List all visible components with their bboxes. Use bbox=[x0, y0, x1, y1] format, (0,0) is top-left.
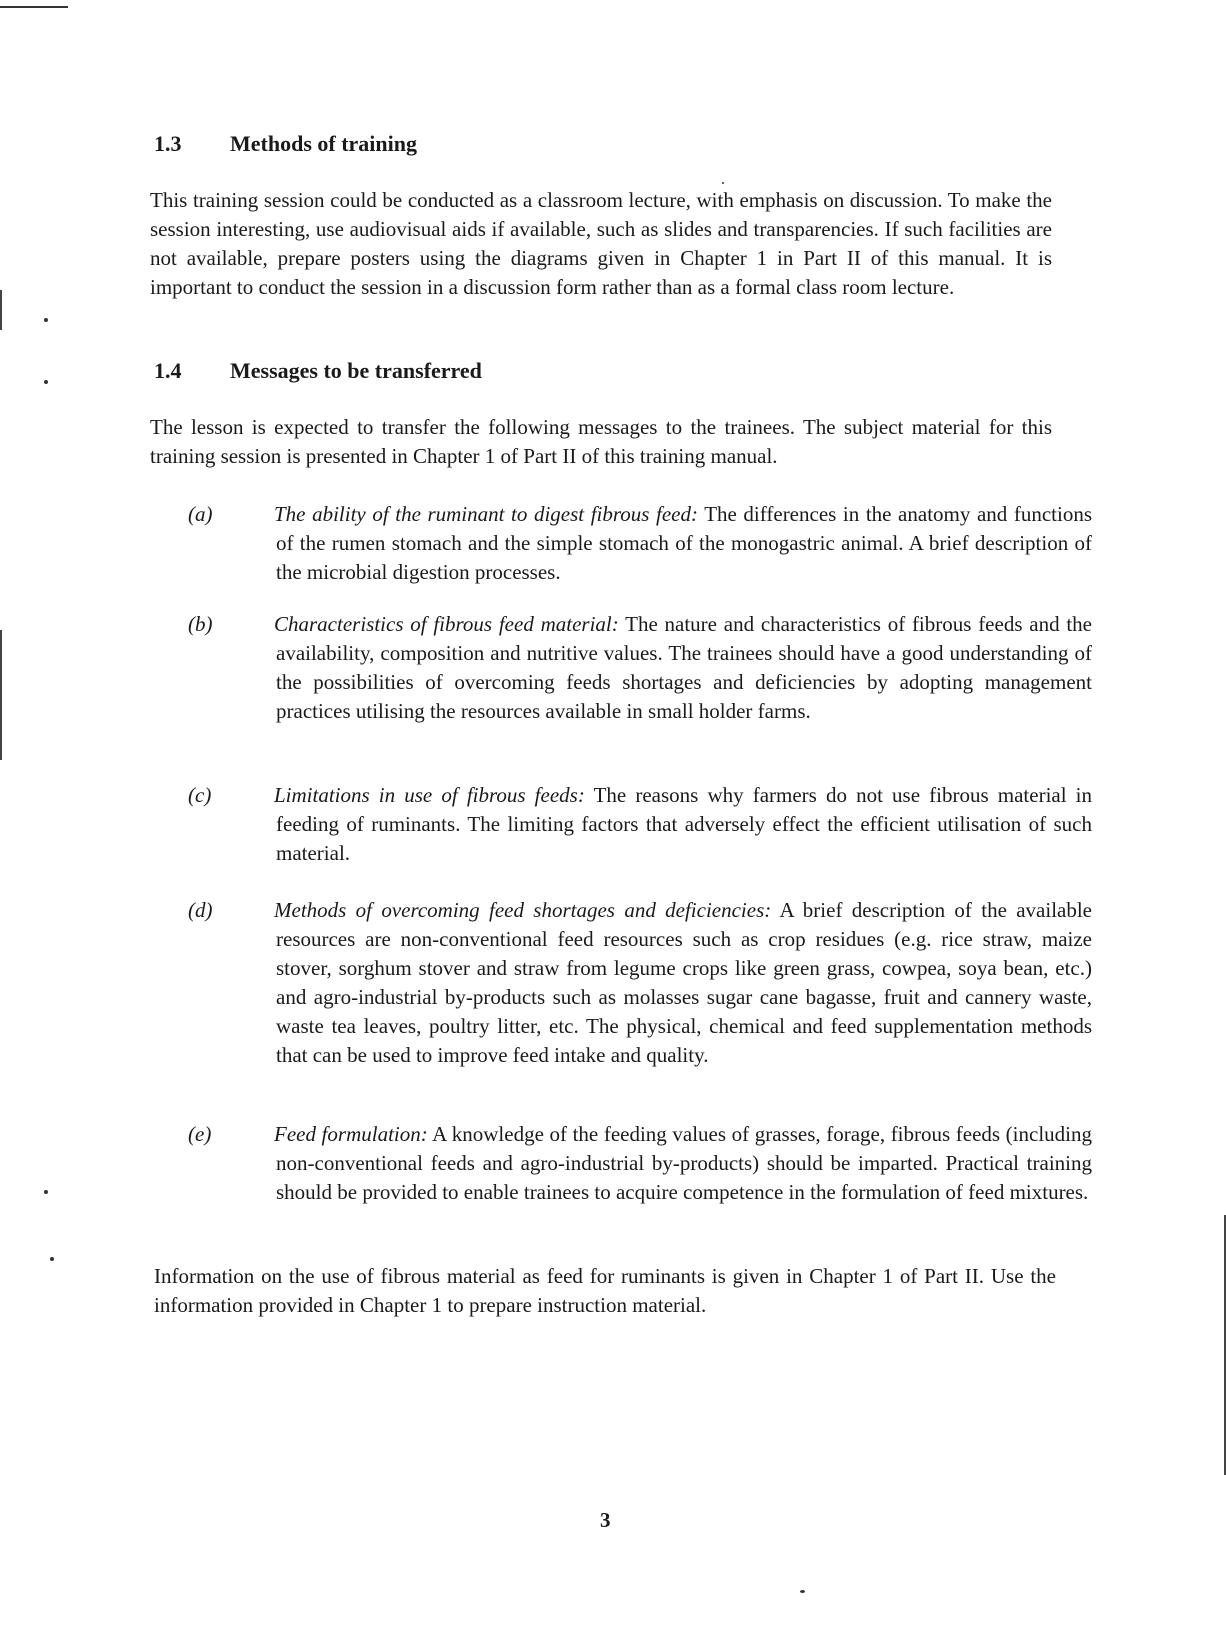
list-item bbox=[188, 781, 1093, 868]
list-item-text: The reasons why farmers do not use fibrous material in feeding of ruminants. The limiting factors that adversely effect the efficient utilisation of such material. bbox=[276, 783, 1093, 865]
list-item bbox=[188, 1120, 1092, 1207]
list-item-lead: Limitations in use of fibrous feeds: bbox=[274, 783, 585, 807]
methods-paragraph: This training session could be conducted as a classroom lecture, with emphasis on discussion. To make the session interesting, use audiovisual aids if available, such as slides and transparencies. If such facilities are not available, prepare posters using the diagrams given in Chapter 1 in Part II of this manual. It is important to conduct the session in a discussion form rather than as a formal class room lecture. bbox=[150, 188, 1052, 299]
list-item-lead: Methods of overcoming feed shortages and deficiencies: bbox=[274, 898, 772, 922]
list-item bbox=[188, 896, 1093, 1070]
list-item-lead: The ability of the ruminant to digest fibrous feed: bbox=[274, 502, 698, 526]
scan-edge-mark bbox=[0, 290, 2, 330]
closing-paragraph: Information on the use of fibrous material as feed for ruminants is given in Chapter 1 of Part II. Use the information provided in Chapter 1 to prepare instruction material. bbox=[154, 1264, 1056, 1317]
scan-dot bbox=[50, 1257, 54, 1261]
scan-dot bbox=[722, 182, 724, 184]
section-heading-1-4 bbox=[154, 358, 482, 384]
scan-dot bbox=[44, 1190, 48, 1194]
section-title: Methods of training bbox=[230, 131, 417, 156]
list-item-marker: (e) bbox=[188, 1122, 212, 1146]
section-heading-1-3 bbox=[154, 131, 417, 157]
list-item bbox=[188, 610, 1092, 726]
section-number: 1.3 bbox=[154, 131, 182, 156]
messages-intro-paragraph: The lesson is expected to transfer the following messages to the trainees. The subject material for this training session is presented in Chapter 1 of Part II of this training manual. bbox=[150, 415, 1052, 468]
list-item-lead: Feed formulation: bbox=[274, 1122, 428, 1146]
list-item-text: The nature and characteristics of fibrous feeds and the availability, composition and nutritive values. The trainees should have a good understanding of the possibilities of overcoming feeds shortages and deficiencies by adopting management practices utilising the resources available in small holder farms. bbox=[276, 612, 1092, 723]
scan-artifact-line bbox=[0, 6, 68, 8]
section-title: Messages to be transferred bbox=[230, 358, 482, 383]
page-number: 3 bbox=[600, 1508, 611, 1532]
list-item-text: A knowledge of the feeding values of grasses, forage, fibrous feeds (including non-conventional feeds and agro-industrial by-products) should be imparted. Practical training should be provided to enable trainees to acquire competence in the formulation of feed mixtures. bbox=[276, 1122, 1092, 1204]
scan-dot bbox=[44, 380, 48, 384]
scan-dot bbox=[44, 318, 48, 322]
list-item-text: The differences in the anatomy and functions of the rumen stomach and the simple stomach of the monogastric animal. A brief description of the microbial digestion processes. bbox=[276, 502, 1092, 584]
list-item-text: A brief description of the available resources are non-conventional feed resources such as crop residues (e.g. rice straw, maize stover, sorghum stover and straw from legume crops like green grass, cowpea, soya bean, etc.) and agro-industrial by-products such as molasses sugar cane bagasse, fruit and cannery waste, waste tea leaves, poultry litter, etc. The physical, chemical and feed supplementation methods that can be used to improve feed intake and quality. bbox=[276, 898, 1093, 1067]
list-item-marker: (d) bbox=[188, 898, 213, 922]
list-item bbox=[188, 500, 1092, 587]
list-item-lead: Characteristics of fibrous feed material: bbox=[274, 612, 619, 636]
scan-edge-mark bbox=[0, 630, 2, 760]
list-item-marker: (c) bbox=[188, 783, 212, 807]
list-item-marker: (b) bbox=[188, 612, 213, 636]
section-number: 1.4 bbox=[154, 358, 182, 383]
list-item-marker: (a) bbox=[188, 502, 213, 526]
scan-dot bbox=[800, 1590, 805, 1593]
